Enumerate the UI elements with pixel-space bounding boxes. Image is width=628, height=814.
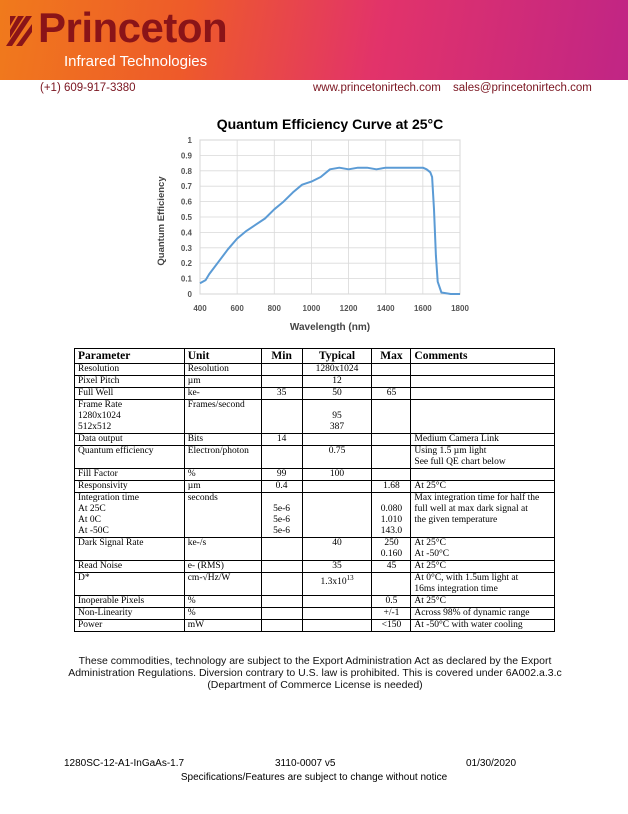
table-row — [75, 400, 555, 434]
cell-parameter: Inoperable Pixels — [75, 596, 185, 608]
header-min: Min — [261, 349, 302, 364]
cell-parameter: Non-Linearity — [75, 608, 185, 620]
cell-unit: e- (RMS) — [184, 561, 261, 573]
y-tick-label: 0.8 — [180, 166, 192, 176]
header-banner — [0, 0, 628, 80]
x-axis-label: Wavelength (nm) — [289, 322, 371, 333]
cell-parameter: Full Well — [75, 388, 185, 400]
table-row — [75, 493, 555, 538]
header-unit: Unit — [184, 349, 261, 364]
export-notice — [50, 655, 580, 691]
cell-comments: At 0°C, with 1.5um light at 16ms integration time — [411, 573, 555, 596]
export-notice-line: These commodities, technology are subject to the Export Administration Act as declared by the Export — [78, 655, 552, 667]
y-tick-label: 1 — [187, 136, 192, 145]
cell-unit: % — [184, 469, 261, 481]
qe-chart — [140, 132, 480, 337]
table-row — [75, 481, 555, 493]
cell-max: <150 — [372, 620, 411, 632]
y-tick-label: 0.5 — [180, 213, 192, 222]
cell-unit: ke- — [184, 388, 261, 400]
cell-comments: At 25°C — [411, 481, 555, 493]
cell-parameter: Fill Factor — [75, 469, 185, 481]
cell-parameter: Read Noise — [75, 561, 185, 573]
cell-comments: Max integration time for half the full well at max dark signal at the given temperature — [411, 493, 555, 538]
cell-min — [261, 400, 302, 434]
table-row — [75, 434, 555, 446]
cell-typical: 100 — [302, 469, 372, 481]
table-row — [75, 538, 555, 561]
cell-min — [261, 538, 302, 561]
cell-parameter: Data output — [75, 434, 185, 446]
table-row — [75, 388, 555, 400]
table-header-row — [75, 349, 555, 364]
y-tick-label: 0.9 — [180, 151, 192, 161]
cell-max — [372, 469, 411, 481]
chart-title: Quantum Efficiency Curve at 25°C — [216, 116, 444, 132]
cell-min — [261, 376, 302, 388]
cell-typical — [302, 620, 372, 632]
cell-max: 250 0.160 — [372, 538, 411, 561]
cell-min: 14 — [261, 434, 302, 446]
cell-comments: At -50°C with water cooling — [411, 620, 555, 632]
cell-comments: Medium Camera Link — [411, 434, 555, 446]
cell-max — [372, 400, 411, 434]
cell-unit: seconds — [184, 493, 261, 538]
cell-parameter: D* — [75, 573, 185, 596]
website-link[interactable]: www.princetonirtech.com — [313, 82, 441, 94]
cell-min — [261, 364, 302, 376]
cell-parameter: Power — [75, 620, 185, 632]
table-row — [75, 608, 555, 620]
cell-comments: Across 98% of dynamic range — [411, 608, 555, 620]
cell-min: 35 — [261, 388, 302, 400]
y-tick-label: 0.1 — [180, 274, 192, 284]
footer-notice: Specifications/Features are subject to change without notice — [180, 772, 448, 783]
export-notice-line: (Department of Commerce License is needed) — [207, 679, 423, 691]
cell-min: 5e-6 5e-6 5e-6 — [261, 493, 302, 538]
header-max: Max — [372, 349, 411, 364]
cell-max — [372, 446, 411, 469]
cell-typical — [302, 596, 372, 608]
header-typical: Typical — [302, 349, 372, 364]
table-row — [75, 620, 555, 632]
cell-min — [261, 596, 302, 608]
y-tick-label: 0 — [187, 290, 192, 299]
cell-min — [261, 573, 302, 596]
cell-typical: 40 — [302, 538, 372, 561]
footer-date: 01/30/2020 — [466, 758, 517, 769]
table-row — [75, 376, 555, 388]
cell-unit: Frames/second — [184, 400, 261, 434]
cell-parameter: Responsivity — [75, 481, 185, 493]
cell-parameter: Quantum efficiency — [75, 446, 185, 469]
table-row — [75, 446, 555, 469]
cell-min — [261, 446, 302, 469]
table-row — [75, 469, 555, 481]
x-tick-label: 1800 — [451, 304, 469, 313]
x-tick-label: 400 — [193, 304, 207, 313]
cell-typical: $1.3x10^{13}$ — [302, 573, 372, 596]
cell-comments: At 25°C — [411, 596, 555, 608]
cell-typical: 1280x1024 — [302, 364, 372, 376]
cell-min — [261, 620, 302, 632]
cell-parameter: Resolution — [75, 364, 185, 376]
cell-typical: 95 387 — [302, 400, 372, 434]
cell-typical — [302, 608, 372, 620]
header-comments: Comments — [411, 349, 555, 364]
y-tick-label: 0.6 — [180, 197, 192, 207]
cell-max: +/-1 — [372, 608, 411, 620]
cell-unit: Bits — [184, 434, 261, 446]
cell-unit: mW — [184, 620, 261, 632]
cell-typical: 50 — [302, 388, 372, 400]
y-tick-label: 0.7 — [180, 182, 192, 192]
x-tick-label: 1400 — [376, 304, 395, 313]
cell-min: 0.4 — [261, 481, 302, 493]
x-tick-label: 600 — [230, 304, 244, 313]
x-tick-label: 800 — [267, 304, 281, 313]
footer-doc-number: 3110-0007 v5 — [275, 758, 336, 769]
cell-typical: 35 — [302, 561, 372, 573]
cell-min — [261, 608, 302, 620]
cell-typical: 0.75 — [302, 446, 372, 469]
footer-model: 1280SC-12-A1-InGaAs-1.7 — [64, 758, 185, 769]
y-tick-label: 0.3 — [180, 243, 192, 253]
phone-number: (+1) 609-917-3380 — [40, 82, 136, 94]
brand-subtitle: Infrared Technologies — [64, 53, 208, 70]
cell-typical — [302, 481, 372, 493]
table-row — [75, 596, 555, 608]
cell-comments: Using 1.5 µm light See full QE chart below — [411, 446, 555, 469]
y-tick-label: 0.2 — [180, 259, 192, 269]
cell-max — [372, 573, 411, 596]
table-row — [75, 561, 555, 573]
export-notice-line: Administration Regulations. Diversion contrary to U.S. law is prohibited. This is covered under 6A002.a.3.c — [68, 667, 562, 679]
y-axis-label: Quantum Efficiency — [156, 176, 167, 266]
cell-min: 99 — [261, 469, 302, 481]
table-row — [75, 573, 555, 596]
cell-parameter: Frame Rate 1280x1024 512x512 — [75, 400, 185, 434]
cell-comments — [411, 400, 555, 434]
cell-comments — [411, 388, 555, 400]
cell-max: 45 — [372, 561, 411, 573]
cell-typical — [302, 434, 372, 446]
cell-unit: µm — [184, 376, 261, 388]
x-tick-label: 1600 — [413, 304, 432, 313]
x-tick-label: 1200 — [339, 304, 358, 313]
cell-unit: Electron/photon — [184, 446, 261, 469]
cell-unit: Resolution — [184, 364, 261, 376]
cell-min — [261, 561, 302, 573]
spec-table — [74, 348, 555, 632]
cell-comments: At 25°C — [411, 561, 555, 573]
cell-unit: µm — [184, 481, 261, 493]
cell-max: 0.5 — [372, 596, 411, 608]
cell-comments — [411, 376, 555, 388]
cell-max: 1.68 — [372, 481, 411, 493]
cell-unit: cm-√Hz/W — [184, 573, 261, 596]
cell-comments — [411, 469, 555, 481]
cell-parameter: Dark Signal Rate — [75, 538, 185, 561]
princeton-logo-icon — [6, 12, 36, 46]
email-link[interactable]: sales@princetonirtech.com — [453, 82, 592, 94]
cell-max: 0.080 1.010 143.0 — [372, 493, 411, 538]
cell-parameter: Pixel Pitch — [75, 376, 185, 388]
cell-parameter: Integration time At 25C At 0C At -50C — [75, 493, 185, 538]
cell-comments — [411, 364, 555, 376]
cell-max — [372, 364, 411, 376]
table-row — [75, 364, 555, 376]
cell-typical: 12 — [302, 376, 372, 388]
cell-max — [372, 376, 411, 388]
cell-comments: At 25°C At -50°C — [411, 538, 555, 561]
cell-unit: % — [184, 596, 261, 608]
cell-unit: ke-/s — [184, 538, 261, 561]
cell-unit: % — [184, 608, 261, 620]
x-tick-label: 1000 — [302, 304, 321, 313]
cell-max — [372, 434, 411, 446]
cell-max: 65 — [372, 388, 411, 400]
cell-typical — [302, 493, 372, 538]
y-tick-label: 0.4 — [180, 228, 192, 238]
brand-name: Princeton — [38, 4, 228, 51]
header-parameter: Parameter — [75, 349, 185, 364]
